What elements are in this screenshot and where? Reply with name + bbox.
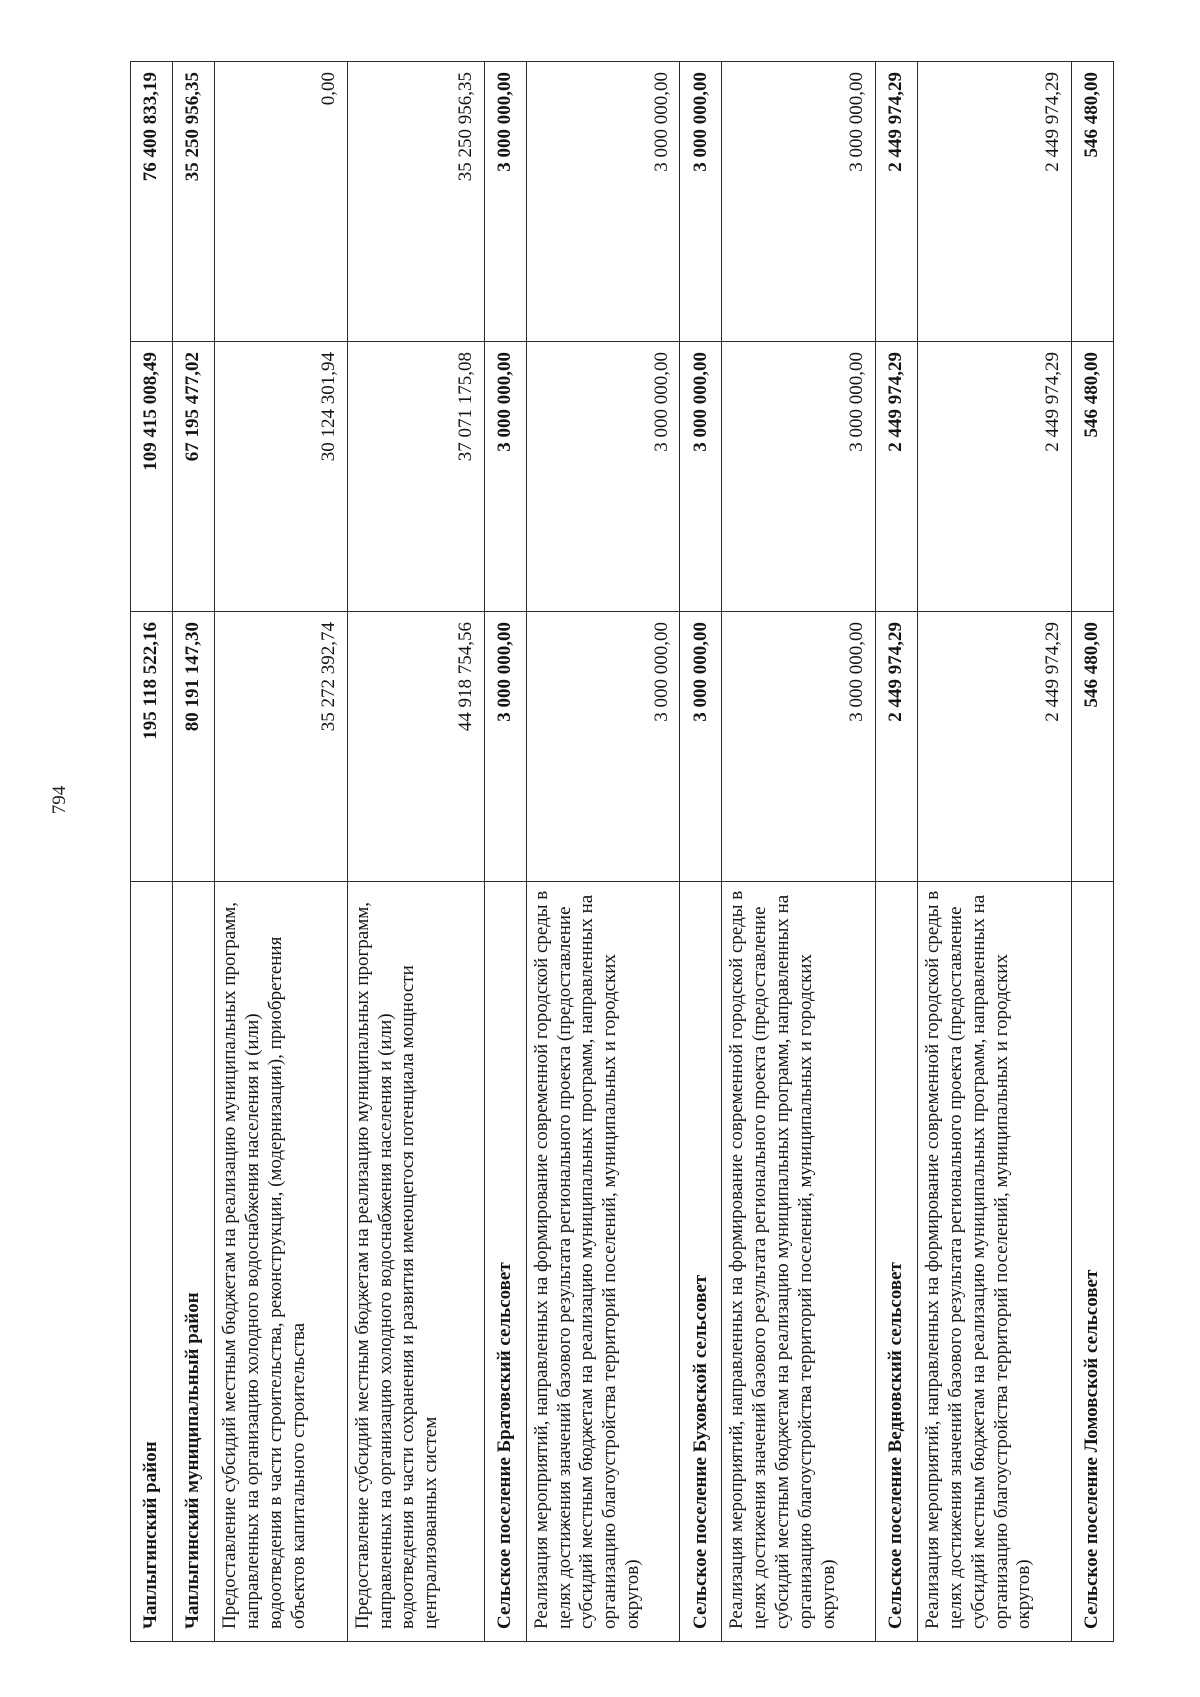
table-row xyxy=(722,62,876,1642)
value-cell-3: 0,00 xyxy=(215,62,348,342)
row-name-cell: Сельское поселение Ведновский сельсовет xyxy=(876,882,918,1642)
value-cell-1: 195 118 522,16 xyxy=(131,612,173,882)
value-cell-3: 3 000 000,00 xyxy=(484,62,526,342)
row-name-cell: Реализация мероприятий, направленных на формирование современной городской среды в целях достижения значений базового результата регионального проекта (предоставление субсидий местным бюджетам на реализацию муниципальных программ, направленных на организацию благоустройства территорий поселений, муниципальных и городских округов) xyxy=(526,882,680,1642)
row-name-cell: Предоставление субсидий местным бюджетам на реализацию муниципальных программ, направленных на организацию холодного водоснабжения населения и (или) водоотведения в части сохранения и развития имеющегося потенциала мощности централизованных систем xyxy=(347,882,484,1642)
table-row xyxy=(1071,62,1113,1642)
value-cell-1: 546 480,00 xyxy=(1071,612,1113,882)
row-name-cell: Предоставление субсидий местным бюджетам на реализацию муниципальных программ, направленных на организацию холодного водоснабжения населения и (или) водоотведения в части строительства, реконструкции, (модернизации), приобретения объектов капитального строительства xyxy=(215,882,348,1642)
row-name-cell: Реализация мероприятий, направленных на формирование современной городской среды в целях достижения значений базового результата регионального проекта (предоставление субсидий местным бюджетам на реализацию муниципальных программ, направленных на организацию благоустройства территорий поселений, муниципальных и городских округов) xyxy=(918,882,1072,1642)
row-name-cell: Сельское поселение Буховской сельсовет xyxy=(680,882,722,1642)
table-row xyxy=(680,62,722,1642)
row-name-cell: Сельское поселение Братовский сельсовет xyxy=(484,882,526,1642)
value-cell-1: 2 449 974,29 xyxy=(918,612,1072,882)
table-row xyxy=(173,62,215,1642)
value-cell-2: 2 449 974,29 xyxy=(876,342,918,612)
value-cell-3: 35 250 956,35 xyxy=(347,62,484,342)
table-row xyxy=(215,62,348,1642)
value-cell-1: 80 191 147,30 xyxy=(173,612,215,882)
table-row xyxy=(876,62,918,1642)
value-cell-1: 35 272 392,74 xyxy=(215,612,348,882)
value-cell-2: 109 415 008,49 xyxy=(131,342,173,612)
value-cell-3: 2 449 974,29 xyxy=(876,62,918,342)
value-cell-3: 35 250 956,35 xyxy=(173,62,215,342)
value-cell-2: 546 480,00 xyxy=(1071,342,1113,612)
value-cell-2: 3 000 000,00 xyxy=(680,342,722,612)
value-cell-3: 546 480,00 xyxy=(1071,62,1113,342)
value-cell-2: 67 195 477,02 xyxy=(173,342,215,612)
value-cell-1: 2 449 974,29 xyxy=(876,612,918,882)
table-row xyxy=(347,62,484,1642)
row-name-cell: Реализация мероприятий, направленных на формирование современной городской среды в целях достижения значений базового результата регионального проекта (предоставление субсидий местным бюджетам на реализацию муниципальных программ, направленных на организацию благоустройства территорий поселений, муниципальных и городских округов) xyxy=(722,882,876,1642)
value-cell-1: 3 000 000,00 xyxy=(526,612,680,882)
budget-table xyxy=(130,61,1114,1642)
page-number: 794 xyxy=(49,785,70,815)
value-cell-2: 3 000 000,00 xyxy=(526,342,680,612)
row-name-cell: Чаплыгинский район xyxy=(131,882,173,1642)
value-cell-1: 3 000 000,00 xyxy=(722,612,876,882)
row-name-cell: Чаплыгинский муниципальный район xyxy=(173,882,215,1642)
value-cell-2: 30 124 301,94 xyxy=(215,342,348,612)
value-cell-2: 3 000 000,00 xyxy=(484,342,526,612)
value-cell-1: 3 000 000,00 xyxy=(680,612,722,882)
value-cell-1: 3 000 000,00 xyxy=(484,612,526,882)
rotated-table-container xyxy=(130,62,1114,1642)
table-row xyxy=(918,62,1072,1642)
value-cell-2: 2 449 974,29 xyxy=(918,342,1072,612)
value-cell-3: 3 000 000,00 xyxy=(526,62,680,342)
table-row xyxy=(526,62,680,1642)
row-name-cell: Сельское поселение Ломовской сельсовет xyxy=(1071,882,1113,1642)
value-cell-2: 37 071 175,08 xyxy=(347,342,484,612)
value-cell-3: 3 000 000,00 xyxy=(722,62,876,342)
value-cell-3: 2 449 974,29 xyxy=(918,62,1072,342)
value-cell-2: 3 000 000,00 xyxy=(722,342,876,612)
table-row xyxy=(131,62,173,1642)
value-cell-3: 3 000 000,00 xyxy=(680,62,722,342)
value-cell-3: 76 400 833,19 xyxy=(131,62,173,342)
table-row xyxy=(484,62,526,1642)
value-cell-1: 44 918 754,56 xyxy=(347,612,484,882)
